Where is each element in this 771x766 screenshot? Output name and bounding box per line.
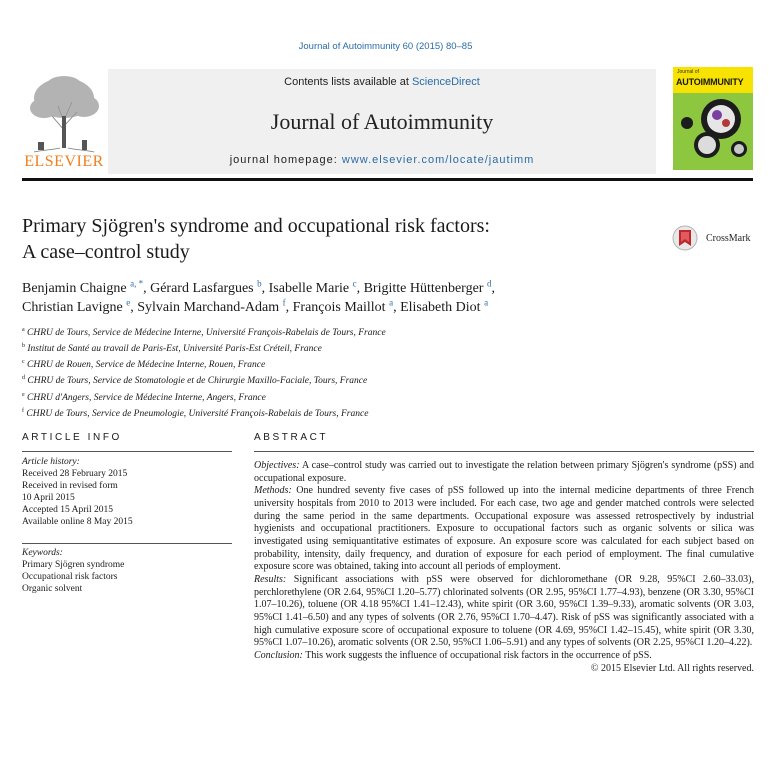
- history-item: Accepted 15 April 2015: [22, 505, 114, 515]
- keywords-label: Keywords:: [22, 548, 63, 558]
- journal-cover-image[interactable]: [673, 67, 753, 170]
- journal-title: Journal of Autoimmunity: [270, 109, 494, 134]
- abstract-conclusion: Conclusion: This work suggests the influence of occupational risk factors in the occurrence of pSS.: [254, 649, 652, 661]
- affiliation-list: [22, 324, 742, 421]
- abstract-objectives: Objectives: A case–control study was carried out to investigate the relation between primary Sjögren's syndrome (pSS) and occupational exposure.: [254, 460, 754, 484]
- author[interactable]: Isabelle Marie $^c$: [268, 278, 357, 296]
- sciencedirect-link[interactable]: ScienceDirect: [411, 76, 480, 88]
- article-title: [22, 213, 642, 265]
- contents-line: [108, 76, 656, 88]
- keyword: Occupational risk factors: [22, 572, 118, 582]
- keyword: Primary Sjögren syndrome: [22, 560, 125, 570]
- journal-reference[interactable]: Journal of Autoimmunity 60 (2015) 80–85: [298, 41, 473, 52]
- affiliation: $^b$ Institut de Santé au travail de Paris-Est, Université Paris-Est Créteil, France: [22, 343, 322, 355]
- history-label: Article history:: [22, 457, 80, 467]
- homepage-prefix: journal homepage:: [229, 154, 342, 166]
- elsevier-wordmark[interactable]: ELSEVIER: [24, 153, 104, 170]
- history-item: Received 28 February 2015: [22, 469, 128, 479]
- contents-prefix: Contents lists available at: [284, 76, 412, 88]
- abstract-rule: [254, 451, 754, 452]
- article-title-line-1: Primary Sjögren's syndrome and occupational risk factors:: [22, 215, 490, 237]
- author[interactable]: François Maillot $^a$: [292, 297, 394, 315]
- crossmark-label[interactable]: CrossMark: [706, 233, 751, 244]
- history-item: Received in revised form: [22, 481, 118, 491]
- author[interactable]: Gérard Lasfargues $^b$: [150, 278, 262, 296]
- affiliation: $^d$ CHRU de Tours, Service de Stomatologie et de Chirurgie Maxillo-Faciale, Tours, France: [22, 375, 368, 387]
- homepage-line: [108, 154, 656, 166]
- abstract-body: [254, 460, 754, 675]
- homepage-link[interactable]: www.elsevier.com/locate/jautimm: [341, 154, 535, 166]
- author-affiliation-sup[interactable]: c: [352, 278, 357, 289]
- author[interactable]: Christian Lavigne $^e$: [22, 297, 131, 315]
- author-affiliation-sup[interactable]: a: [389, 297, 394, 308]
- author[interactable]: Brigitte Hüttenberger $^d$: [363, 278, 492, 296]
- author-affiliation-sup[interactable]: b: [257, 278, 262, 289]
- cover-illustration: [673, 93, 753, 170]
- author-list: Benjamin Chaigne $^{a, *}$, Gérard Lasfargues $^b$, Isabelle Marie $^c$, Brigitte Hüttenberger $^d$, Christian Lavigne $^e$, Sylvain Marchand-Adam $^f$, François Maillot $^a$, Elisabeth Diot $^a$: [22, 278, 495, 315]
- author-affiliation-sup[interactable]: f: [282, 297, 286, 308]
- article-info-heading: ARTICLE INFO: [22, 432, 122, 443]
- affiliation: $^c$ CHRU de Rouen, Service de Médecine Interne, Rouen, France: [22, 359, 266, 371]
- history-item: Available online 8 May 2015: [22, 517, 133, 527]
- affiliation: $^e$ CHRU d'Angers, Service de Médecine Interne, Angers, France: [22, 391, 266, 403]
- author-affiliation-sup[interactable]: e: [126, 297, 131, 308]
- keywords-rule: [22, 543, 232, 544]
- cover-journal-of: Journal of: [677, 69, 699, 75]
- author-affiliation-sup[interactable]: a: [484, 297, 489, 308]
- affiliation: $^f$ CHRU de Tours, Service de Pneumologie, Université François-Rabelais de Tours, France: [22, 407, 369, 419]
- author-affiliation-sup[interactable]: d: [486, 278, 492, 289]
- author[interactable]: Benjamin Chaigne $^{a, *}$: [22, 278, 144, 296]
- abstract-heading: ABSTRACT: [254, 432, 329, 443]
- keyword: Organic solvent: [22, 584, 83, 594]
- header-rule: [22, 178, 753, 181]
- article-history: [22, 456, 232, 528]
- author[interactable]: Sylvain Marchand-Adam $^f$: [137, 297, 286, 315]
- history-item: 10 April 2015: [22, 493, 75, 503]
- article-title-line-2: A case–control study: [22, 241, 190, 263]
- author[interactable]: Elisabeth Diot $^a$: [400, 297, 489, 315]
- cover-title: AUTOIMMUNITY: [676, 77, 744, 87]
- author-affiliation-sup[interactable]: a, *: [130, 278, 144, 289]
- copyright: © 2015 Elsevier Ltd. All rights reserved.: [590, 662, 754, 674]
- abstract-results: Results: Significant associations with pSS were observed for dichloromethane (OR 9.28, 95%CI 2.60–33.03), perchlorethylene (OR 2.64, 95%CI 1.20–5.77) chlorinated solvents (OR 2.95, 95%CI 1.77–4.93), benzene (OR 3.30, 95%CI 1.07–10.26), toluene (OR 4.18 95%CI 1.41–12.43), white spirit (OR 3.60, 95%CI 1.39–9.33), aromatic solvents (OR 3.03, 95%CI 1.41–6.50) and any types of solvents (OR 2.76, 95%CI 1.70–4.47). Risk of pSS was significantly associated with a high cumulative exposure score of occupational exposure to toluene (OR 4.69, 95%CI 1.42–15.45), white spirit (OR 3.30, 95%CI 1.07–10.26), aromatic solvents (OR 2.50, 95%CI 1.06–5.91) and any types of solvents (OR 2.25, 95%CI 1.20–4.22).: [254, 573, 754, 649]
- abstract-methods: Methods: One hundred seventy five cases of pSS followed up into the internal medicine departments of three French university hospitals from 2010 to 2013 were included. For each case, two age and gender matched controls were selected during the same period in the same departments. Occupational exposure was assessed retrospectively by industrial hygienists and occupational practitioners. Exposure to occupational factors such as organic solvents or silica was investigated using semiquantitative estimates of exposure. An exposure score was calculated for each subject based on probability, intensity, daily frequency, and duration of exposure for each period of employment. The final cumulative exposure score was obtained, taking into account all periods of employment.: [254, 485, 754, 573]
- affiliation: $^a$ CHRU de Tours, Service de Médecine Interne, Université François-Rabelais de Tours, France: [22, 327, 386, 339]
- keywords: [22, 547, 232, 595]
- article-info-rule: [22, 451, 232, 452]
- journal-header: [108, 69, 656, 174]
